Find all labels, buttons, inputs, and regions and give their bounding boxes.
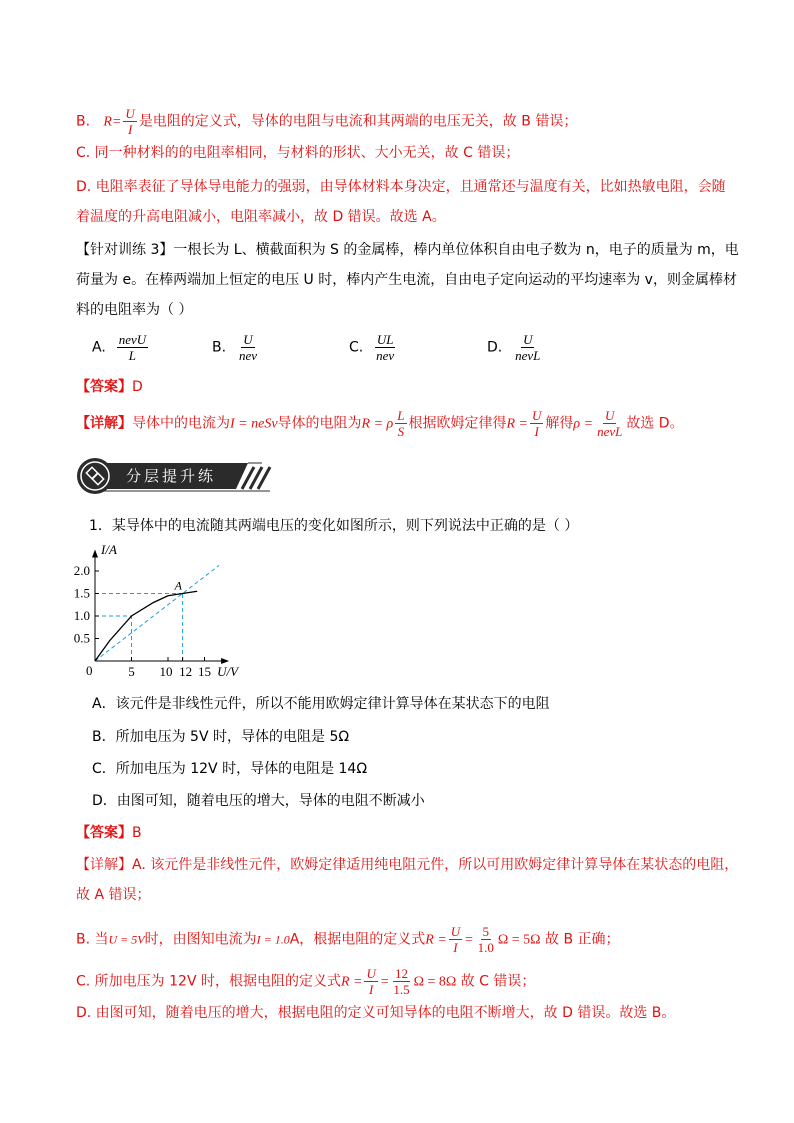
current-voltage-chart [60, 538, 260, 688]
q1-detail-d: D. 由图可知，随着电压的增大，根据电阻的定义可知导体的电阻不断增大，故 D 错误。故选 B。 [76, 1005, 676, 1021]
formula: U = 5V [108, 932, 145, 947]
q1-option-b: B．所加电压为 5V 时，导体的电阻是 5Ω [92, 729, 350, 745]
reference-line [95, 565, 219, 661]
fraction [364, 966, 377, 997]
point-a-label: A [174, 578, 182, 593]
denominator: I [453, 940, 458, 955]
fraction [595, 408, 624, 439]
detail-text: C. 所加电压为 12V 时，根据电阻的定义式 [76, 973, 341, 990]
explain-c: C. 同一种材料的的电阻率相同，与材料的形状、大小无关，故 C 错误； [76, 145, 520, 161]
q1-detail-c [76, 966, 535, 997]
fraction [117, 332, 148, 363]
y-tick-label: 1.0 [73, 608, 90, 623]
answer-label: 【答案】 [76, 825, 132, 841]
detail-text: B. 当 [76, 931, 109, 948]
detail-row [76, 408, 684, 439]
x-tick-label: 12 [179, 664, 193, 679]
q1-option-d: D．由图可知，随着电压的增大，导体的电阻不断减小 [92, 793, 425, 809]
formula: R = [425, 932, 447, 948]
origin-label: 0 [86, 663, 93, 678]
fraction [123, 106, 136, 137]
answer-value: D [132, 379, 143, 395]
question1-stem: 1．某导体中的电流随其两端电压的变化如图所示，则下列说法中正确的是（ ） [89, 518, 579, 534]
q1-option-c: C．所加电压为 12V 时，导体的电阻是 14Ω [92, 761, 368, 777]
explain-text: 是电阻的定义式，导体的电阻与电流和其两端的电压无关，故 B 错误； [138, 113, 578, 130]
numerator: U [523, 332, 533, 347]
q1-detail-b [76, 924, 620, 955]
answer-label: 【答案】 [76, 379, 132, 395]
fraction [476, 924, 496, 955]
fraction [530, 408, 543, 439]
denominator: 1.0 [477, 940, 494, 955]
q1-answer-row [76, 823, 142, 843]
detail-text: 时，由图知电流为 [144, 931, 257, 948]
explain-d-line1: D. 电阻率表征了导体导电能力的强弱，由导体材料本身决定，且通常还与温度有关，比如热敏电阻，会随 [76, 179, 726, 195]
formula: I = 1.0 [256, 932, 290, 947]
formula: R= [103, 114, 122, 130]
equals: = [464, 932, 474, 948]
numerator: nevU [118, 332, 147, 347]
y-tick-label: 2.0 [73, 563, 90, 578]
y-tick-label: 1.5 [73, 585, 90, 601]
denominator: nev [238, 348, 258, 363]
question-line1: 【针对训练 3】一根长为 L、横截面积为 S 的金属棒，棒内单位体积自由电子数为 n，电子的质量为 m，电 [76, 242, 739, 258]
banner-title: 分层提升练 [126, 467, 217, 485]
x-tick-label: 15 [198, 664, 211, 679]
formula: R = [340, 974, 363, 990]
denominator: L [128, 348, 137, 363]
denominator: nev [376, 348, 395, 363]
detail-text: 解得 [545, 415, 574, 432]
choice-label: C. [349, 339, 364, 356]
answer-value: B [132, 825, 142, 841]
numerator: U [450, 924, 461, 939]
formula: ρ = [573, 416, 594, 432]
formula: R = ρ [361, 416, 394, 432]
denominator: nevL [597, 424, 623, 439]
detail-text: A，根据电阻的定义式 [289, 931, 426, 948]
x-axis-label: U/V [217, 664, 239, 679]
choice-label: D. [487, 339, 503, 356]
y-axis-arrow [92, 550, 98, 558]
fraction [395, 408, 406, 439]
formula-result: Ω = 5Ω [497, 932, 541, 948]
detail-text: 根据欧姆定律得 [408, 415, 507, 432]
numerator: U [366, 966, 376, 981]
detail-text: 导体中的电流为 [132, 415, 230, 432]
detail-text: 故选 D。 [626, 415, 684, 432]
denominator: 1.5 [393, 982, 410, 997]
numerator: U [605, 408, 615, 423]
y-axis-label: I/A [101, 542, 117, 557]
section-banner [76, 457, 272, 495]
choice-label: B. [212, 339, 227, 356]
fraction [449, 924, 462, 955]
numerator: U [532, 408, 542, 423]
choice-d [487, 332, 544, 363]
denominator: I [534, 424, 539, 439]
option-label: B. [76, 113, 91, 130]
numerator: UL [376, 332, 394, 347]
fraction [391, 966, 411, 997]
q1-detail-a1: 【详解】A. 该元件是非线性元件，欧姆定律适用纯电阻元件，所以可用欧姆定律计算导体在某状态的电阻， [76, 857, 739, 873]
x-tick-label: 10 [159, 664, 173, 679]
q1-option-a: A．该元件是非线性元件，所以不能用欧姆定律计算导体在某状态下的电阻 [92, 696, 550, 712]
answer-row [76, 377, 143, 397]
numerator: U [125, 106, 135, 121]
fraction [237, 332, 259, 363]
denominator: I [368, 982, 374, 997]
y-tick-label: 0.5 [73, 630, 90, 646]
detail-text: 故 B 正确； [545, 931, 620, 948]
numerator: U [243, 332, 253, 347]
question-line2: 荷量为 e。在棒两端加上恒定的电压 U 时，棒内产生电流，自由电子定向运动的平均速率为 v，则金属棒材 [76, 272, 737, 288]
numerator: L [397, 408, 405, 423]
choice-label: A. [92, 339, 106, 356]
numerator: 12 [394, 966, 408, 981]
denominator: nevL [515, 348, 541, 363]
q1-detail-a2: 故 A 错误； [76, 887, 151, 903]
formula: R = [506, 416, 528, 432]
fraction [374, 332, 396, 363]
choice-b [212, 332, 261, 363]
choice-a [92, 332, 150, 363]
equals: = [379, 974, 390, 990]
formula: I = neSv [230, 416, 278, 432]
numerator: 5 [482, 924, 489, 939]
fraction [513, 332, 542, 363]
explain-d-line2: 着温度的升高电阻减小，电阻率减小，故 D 错误。故选 A。 [76, 209, 446, 225]
choice-c [349, 332, 398, 363]
question-line3: 料的电阻率为（ ） [76, 302, 193, 318]
x-tick-label: 5 [128, 664, 135, 679]
formula-result: Ω = 8Ω [413, 974, 457, 990]
detail-text: 故 C 错误； [460, 973, 536, 990]
explain-b [76, 106, 577, 137]
detail-text: 导体的电阻为 [277, 415, 362, 432]
series-curve [95, 591, 197, 661]
detail-label: 【详解】 [76, 415, 132, 432]
denominator: S [397, 424, 405, 439]
denominator: I [127, 122, 133, 137]
